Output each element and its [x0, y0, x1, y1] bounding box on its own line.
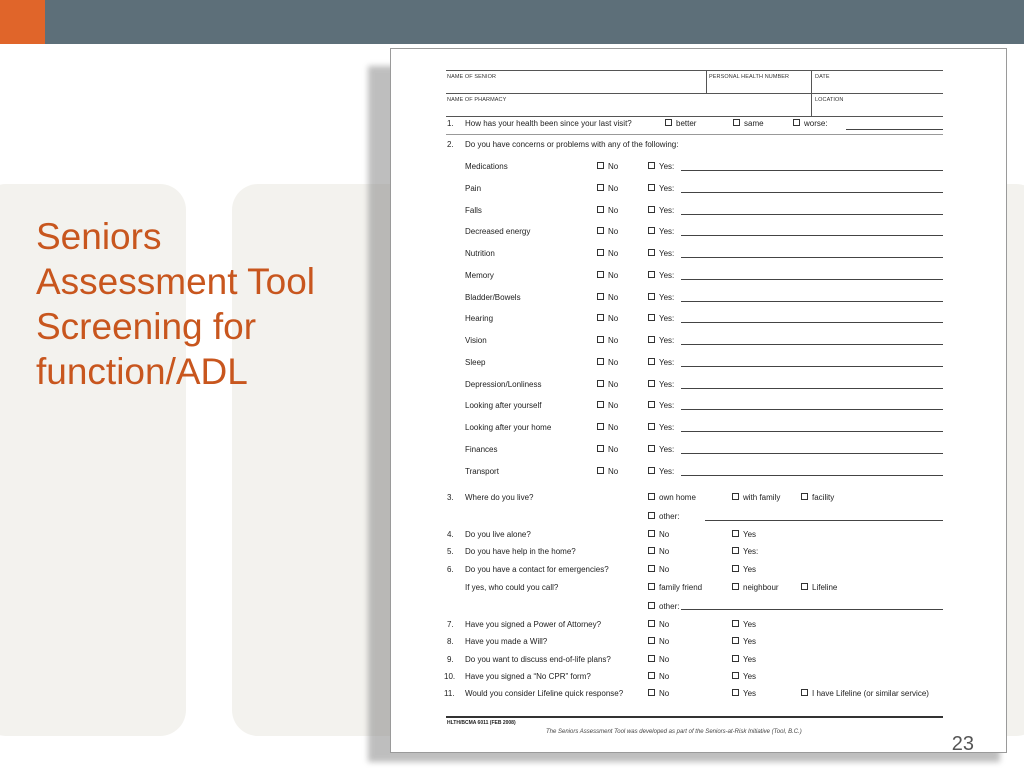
concern-yes-checkbox[interactable] [648, 271, 674, 280]
concern-label: Looking after yourself [465, 401, 542, 410]
option-label: Yes [743, 565, 757, 574]
option-label: own home [659, 493, 696, 502]
q6-text: Do you have a contact for emergencies? [465, 565, 609, 574]
q7-number: 7. [447, 620, 454, 629]
concern-yes-line[interactable] [681, 235, 943, 236]
concern-label: Medications [465, 162, 508, 171]
title-line: Seniors [36, 216, 162, 257]
option-label: Yes: [659, 162, 675, 171]
option-label: No [659, 620, 670, 629]
q5-number: 5. [447, 547, 454, 556]
option-label: Yes [743, 530, 757, 539]
option-label: better [676, 119, 697, 128]
option-label: Yes: [743, 547, 759, 556]
q7-text: Have you signed a Power of Attorney? [465, 620, 602, 629]
q6b-neighbour-checkbox[interactable] [732, 583, 779, 592]
option-label: No [608, 249, 619, 258]
option-label: same [744, 119, 764, 128]
option-label: No [608, 314, 619, 323]
option-label: Yes: [659, 445, 675, 454]
footer-rule [446, 716, 943, 718]
concern-yes-checkbox[interactable] [648, 162, 674, 171]
concern-label: Falls [465, 206, 482, 215]
q1-number: 1. [447, 119, 454, 128]
q4-yes-checkbox[interactable] [732, 530, 756, 539]
option-label: No [608, 423, 619, 432]
concern-no-checkbox[interactable] [597, 206, 618, 215]
header-divider [706, 70, 707, 94]
option-label: Yes: [659, 249, 675, 258]
concern-yes-line[interactable] [681, 475, 943, 476]
section-rule [446, 134, 943, 135]
concern-yes-checkbox[interactable] [648, 445, 674, 454]
concern-yes-checkbox[interactable] [648, 336, 674, 345]
q2-number: 2. [447, 140, 454, 149]
option-label: No [659, 547, 670, 556]
option-label: Yes: [659, 380, 675, 389]
concern-label: Depression/Lonliness [465, 380, 542, 389]
q9-text: Do you want to discuss end-of-life plans? [465, 655, 611, 664]
q8-number: 8. [447, 637, 454, 646]
concern-label: Finances [465, 445, 498, 454]
concern-no-checkbox[interactable] [597, 358, 618, 367]
option-label: family friend [659, 583, 703, 592]
concern-yes-line[interactable] [681, 192, 943, 193]
option-label: Yes: [659, 184, 675, 193]
footer-note: The Seniors Assessment Tool was developed as part of the Seniors-at-Risk Initiative (Tool, B.C.) [546, 729, 802, 735]
q4-text: Do you live alone? [465, 530, 531, 539]
q6b-text: If yes, who could you call? [465, 583, 559, 592]
option-label: Yes: [659, 314, 675, 323]
concern-yes-checkbox[interactable] [648, 184, 674, 193]
option-label: Yes [743, 672, 757, 681]
header-rule [446, 93, 943, 94]
concern-yes-checkbox[interactable] [648, 423, 674, 432]
q1-better-checkbox[interactable] [665, 119, 696, 128]
option-label: neighbour [743, 583, 779, 592]
slide-title [36, 214, 396, 394]
concern-label: Memory [465, 271, 494, 280]
option-label: Yes: [659, 293, 675, 302]
concern-label: Hearing [465, 314, 494, 323]
option-label: No [659, 655, 670, 664]
assessment-form [390, 48, 1007, 753]
option-label: No [608, 206, 619, 215]
concern-no-checkbox[interactable] [597, 293, 618, 302]
q6-number: 6. [447, 565, 454, 574]
concern-yes-checkbox[interactable] [648, 380, 674, 389]
q5-text: Do you have help in the home? [465, 547, 576, 556]
concern-yes-checkbox[interactable] [648, 358, 674, 367]
concern-yes-line[interactable] [681, 431, 943, 432]
concern-yes-line[interactable] [681, 322, 943, 323]
pharmacy-label: NAME OF PHARMACY [447, 97, 507, 103]
concern-no-checkbox[interactable] [597, 227, 618, 236]
option-label: Yes: [659, 227, 675, 236]
q10-text: Have you signed a “No CPR” form? [465, 672, 591, 681]
q3-text: Where do you live? [465, 493, 534, 502]
q3-facility-checkbox[interactable] [801, 493, 834, 502]
concern-label: Decreased energy [465, 227, 531, 236]
q2-text: Do you have concerns or problems with any of the following: [465, 140, 679, 149]
q6b-other-checkbox[interactable] [648, 602, 679, 611]
concern-no-checkbox[interactable] [597, 467, 618, 476]
concern-yes-checkbox[interactable] [648, 401, 674, 410]
option-label: No [608, 184, 619, 193]
concern-no-checkbox[interactable] [597, 445, 618, 454]
q11-no-checkbox[interactable] [648, 689, 669, 698]
concern-yes-line[interactable] [681, 409, 943, 410]
concern-no-checkbox[interactable] [597, 314, 618, 323]
option-label: other: [659, 602, 680, 611]
q4-no-checkbox[interactable] [648, 530, 669, 539]
option-label: No [608, 467, 619, 476]
concern-no-checkbox[interactable] [597, 184, 618, 193]
option-label: No [659, 530, 670, 539]
name-of-senior-label: NAME OF SENIOR [447, 74, 497, 80]
concern-no-checkbox[interactable] [597, 162, 618, 171]
q7-yes-checkbox[interactable] [732, 620, 756, 629]
option-label: Yes: [659, 423, 675, 432]
concern-yes-line[interactable] [681, 344, 943, 345]
concern-yes-line[interactable] [681, 170, 943, 171]
option-label: Yes [743, 689, 757, 698]
date-label: DATE [815, 74, 830, 80]
accent-block [0, 0, 45, 44]
option-label: No [659, 637, 670, 646]
concern-label: Transport [465, 467, 499, 476]
q11-yes-checkbox[interactable] [732, 689, 756, 698]
option-label: Yes [743, 620, 757, 629]
option-label: No [608, 227, 619, 236]
q1-same-checkbox[interactable] [733, 119, 764, 128]
q10-yes-checkbox[interactable] [732, 672, 756, 681]
q8-yes-checkbox[interactable] [732, 637, 756, 646]
option-label: with family [743, 493, 781, 502]
concern-yes-line[interactable] [681, 214, 943, 215]
option-label: I have Lifeline (or similar service) [812, 689, 929, 698]
option-label: Yes: [659, 401, 675, 410]
option-label: No [608, 271, 619, 280]
q8-text: Have you made a Will? [465, 637, 548, 646]
concern-yes-checkbox[interactable] [648, 314, 674, 323]
option-label: Yes [743, 655, 757, 664]
concern-no-checkbox[interactable] [597, 336, 618, 345]
q3-other-line[interactable] [705, 520, 943, 521]
q6-yes-checkbox[interactable] [732, 565, 756, 574]
option-label: Yes: [659, 336, 675, 345]
title-line: function/ADL [36, 351, 248, 392]
q6-no-checkbox[interactable] [648, 565, 669, 574]
title-line: Screening for [36, 306, 257, 347]
q9-no-checkbox[interactable] [648, 655, 669, 664]
concern-yes-checkbox[interactable] [648, 227, 674, 236]
concern-no-checkbox[interactable] [597, 271, 618, 280]
option-label: No [608, 358, 619, 367]
concern-label: Looking after your home [465, 423, 552, 432]
option-label: No [659, 565, 670, 574]
q5-yes-checkbox[interactable] [732, 547, 758, 556]
option-label: No [608, 293, 619, 302]
concern-yes-line[interactable] [681, 279, 943, 280]
q6b-lifeline-checkbox[interactable] [801, 583, 837, 592]
page-number: 23 [951, 733, 974, 755]
q9-yes-checkbox[interactable] [732, 655, 756, 664]
q10-number: 10. [444, 672, 456, 681]
concern-no-checkbox[interactable] [597, 380, 618, 389]
option-label: No [608, 336, 619, 345]
option-label: No [608, 401, 619, 410]
q6b-other-line[interactable] [681, 609, 943, 610]
top-bar [0, 0, 1024, 44]
option-label: Lifeline [812, 583, 838, 592]
q11-have-lifeline-checkbox[interactable] [801, 689, 929, 698]
option-label: other: [659, 512, 680, 521]
phn-label: PERSONAL HEALTH NUMBER [709, 74, 790, 80]
option-label: No [608, 380, 619, 389]
option-label: Yes: [659, 271, 675, 280]
concern-yes-line[interactable] [681, 453, 943, 454]
q3-other-checkbox[interactable] [648, 512, 679, 521]
form-code: HLTH/BCMA 6011 (FEB 2008) [447, 720, 516, 726]
option-label: Yes: [659, 206, 675, 215]
title-line: Assessment Tool [36, 261, 315, 302]
concern-yes-checkbox[interactable] [648, 467, 674, 476]
q10-no-checkbox[interactable] [648, 672, 669, 681]
concern-yes-line[interactable] [681, 366, 943, 367]
option-label: Yes: [659, 358, 675, 367]
q4-number: 4. [447, 530, 454, 539]
q3-family-checkbox[interactable] [732, 493, 780, 502]
concern-yes-checkbox[interactable] [648, 249, 674, 258]
q7-no-checkbox[interactable] [648, 620, 669, 629]
header-rule [446, 116, 943, 117]
concern-label: Nutrition [465, 249, 495, 258]
concern-no-checkbox[interactable] [597, 249, 618, 258]
q1-text: How has your health been since your last visit? [465, 119, 632, 128]
concern-yes-line[interactable] [681, 301, 943, 302]
header-rule [446, 70, 943, 71]
q5-no-checkbox[interactable] [648, 547, 669, 556]
location-label: LOCATION [815, 97, 844, 103]
concern-no-checkbox[interactable] [597, 401, 618, 410]
option-label: Yes: [659, 467, 675, 476]
q6b-friend-checkbox[interactable] [648, 583, 702, 592]
concern-label: Pain [465, 184, 482, 193]
concern-yes-line[interactable] [681, 257, 943, 258]
option-label: No [608, 445, 619, 454]
q1-worse-line[interactable] [846, 129, 943, 130]
q9-number: 9. [447, 655, 454, 664]
concern-label: Bladder/Bowels [465, 293, 521, 302]
concern-yes-line[interactable] [681, 388, 943, 389]
concern-yes-checkbox[interactable] [648, 206, 674, 215]
option-label: No [659, 672, 670, 681]
q11-text: Would you consider Lifeline quick response? [465, 689, 624, 698]
concern-no-checkbox[interactable] [597, 423, 618, 432]
q8-no-checkbox[interactable] [648, 637, 669, 646]
option-label: worse: [804, 119, 828, 128]
option-label: No [608, 162, 619, 171]
q1-worse-checkbox[interactable] [793, 119, 828, 128]
option-label: No [659, 689, 670, 698]
option-label: facility [812, 493, 835, 502]
option-label: Yes [743, 637, 757, 646]
concern-label: Vision [465, 336, 487, 345]
concern-label: Sleep [465, 358, 486, 367]
q3-number: 3. [447, 493, 454, 502]
q3-own-home-checkbox[interactable] [648, 493, 696, 502]
concern-yes-checkbox[interactable] [648, 293, 674, 302]
q11-number: 11. [444, 689, 455, 698]
